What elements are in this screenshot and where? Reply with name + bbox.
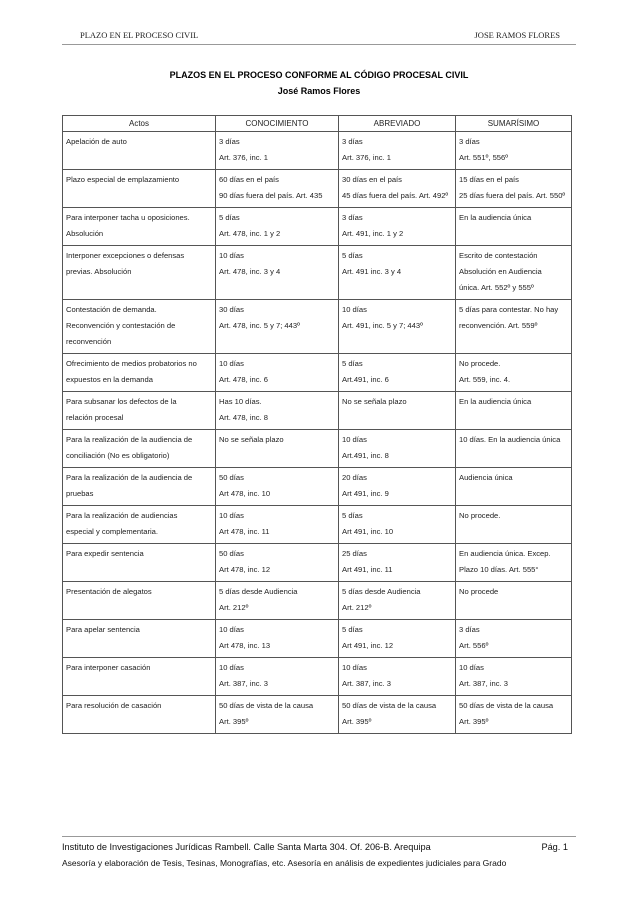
cell-acto [63,300,216,354]
header-left-text: PLAZO EN EL PROCESO CIVIL [80,30,199,40]
cell-line: Reconvención y contestación de [66,321,176,330]
cell-line: No procede. [459,359,501,368]
cell-sumarisimo [456,468,572,506]
footer-services-text: Asesoría y elaboración de Tesis, Tesinas, Monografías, etc. Asesoría en análisis de expedientes judiciales para Grado [62,858,507,868]
cell-line: 50 días de vista de la causa [219,701,314,710]
cell-line: reconvención [66,337,112,346]
cell-line: Art.491, inc. 6 [342,375,389,384]
table-row [63,582,572,620]
cell-abreviado [339,132,456,170]
table-row [63,392,572,430]
header-right-text: JOSE RAMOS FLORES [474,30,560,40]
table-header-row [63,116,572,132]
cell-line: Has 10 días. [219,397,262,406]
footer-page-number: Pág. 1 [541,842,568,852]
cell-line: Ofrecimiento de medios probatorios no [66,359,197,368]
cell-line: En la audiencia única [459,213,532,222]
cell-line: Art 478, inc. 10 [219,489,271,498]
cell-abreviado [339,544,456,582]
cell-line: Art. 376, inc. 1 [219,153,268,162]
cell-line: 10 días [342,663,367,672]
cell-abreviado [339,468,456,506]
table-row [63,544,572,582]
cell-line: 5 días [219,213,240,222]
cell-line: 20 días [342,473,367,482]
cell-line: Art. 478, inc. 6 [219,375,268,384]
table-row [63,506,572,544]
cell-sumarisimo [456,582,572,620]
cell-conocimiento [216,696,339,734]
cell-line: 15 días en el país [459,175,519,184]
cell-abreviado [339,696,456,734]
cell-line: Art 478, inc. 12 [219,565,271,574]
cell-line: Art. 212º [219,603,249,612]
cell-line: 5 días desde Audiencia [342,587,421,596]
cell-line: pruebas [66,489,94,498]
table-row [63,696,572,734]
cell-abreviado [339,208,456,246]
cell-line: 10 días [219,511,244,520]
cell-conocimiento [216,392,339,430]
cell-line: relación procesal [66,413,124,422]
cell-acto [63,468,216,506]
table-row [63,354,572,392]
cell-line: En la audiencia única [459,397,532,406]
cell-line: No se señala plazo [219,435,284,444]
cell-abreviado [339,300,456,354]
cell-line: reconvención. Art. 559º [459,321,538,330]
cell-conocimiento [216,300,339,354]
cell-line: 45 días fuera del país. Art. 492º [342,191,449,200]
cell-line: 5 días desde Audiencia [219,587,298,596]
cell-abreviado [339,354,456,392]
cell-abreviado [339,392,456,430]
column-header-actos: Actos [63,116,216,132]
cell-line: 5 días [342,251,363,260]
cell-line: Para interponer tacha u oposiciones. [66,213,190,222]
cell-conocimiento [216,468,339,506]
cell-line: 3 días [342,213,363,222]
cell-abreviado [339,170,456,208]
footer-institute [62,842,568,852]
cell-line: Art 491, inc. 12 [342,641,394,650]
table-row [63,468,572,506]
page-header [80,30,560,40]
cell-line: previas. Absolución [66,267,132,276]
cell-line: 3 días [459,137,480,146]
cell-line: Art.491, inc. 8 [342,451,389,460]
cell-sumarisimo [456,658,572,696]
cell-acto [63,208,216,246]
cell-line: 25 días fuera del país. Art. 550º [459,191,566,200]
cell-line: Art. 478, inc. 5 y 7; 443º [219,321,300,330]
cell-line: Art. 551º, 556º [459,153,509,162]
cell-line: 5 días [342,359,363,368]
cell-acto [63,620,216,658]
cell-line: 3 días [342,137,363,146]
cell-line: Absolución en Audiencia [459,267,542,276]
cell-conocimiento [216,170,339,208]
cell-conocimiento [216,246,339,300]
cell-line: 50 días de vista de la causa [459,701,554,710]
cell-sumarisimo [456,620,572,658]
cell-sumarisimo [456,170,572,208]
cell-abreviado [339,620,456,658]
table-row [63,300,572,354]
cell-line: 5 días [342,625,363,634]
cell-line: Art. 478, inc. 8 [219,413,268,422]
cell-line: Para interponer casación [66,663,151,672]
cell-line: 10 días. En la audiencia única [459,435,561,444]
cell-sumarisimo [456,506,572,544]
cell-abreviado [339,582,456,620]
footer-divider [62,836,576,837]
cell-line: conciliación (No es obligatorio) [66,451,170,460]
cell-line: Art. 387, inc. 3 [219,679,268,688]
cell-line: Para subsanar los defectos de la [66,397,177,406]
table-body [63,132,572,734]
table-row [63,208,572,246]
cell-line: 25 días [342,549,367,558]
cell-abreviado [339,430,456,468]
cell-line: Art 478, inc. 13 [219,641,271,650]
cell-acto [63,544,216,582]
cell-acto [63,430,216,468]
cell-line: Art. 491, inc. 1 y 2 [342,229,404,238]
cell-acto [63,582,216,620]
cell-line: Art. 387, inc. 3 [459,679,508,688]
cell-line: 3 días [459,625,480,634]
cell-line: Art. 212º [342,603,372,612]
cell-line: expuestos en la demanda [66,375,153,384]
cell-conocimiento [216,544,339,582]
cell-acto [63,506,216,544]
cell-conocimiento [216,582,339,620]
cell-line: Plazo 10 días. Art. 555° [459,565,539,574]
cell-acto [63,246,216,300]
cell-acto [63,392,216,430]
cell-line: Para expedir sentencia [66,549,144,558]
table-row [63,430,572,468]
column-header-abreviado: ABREVIADO [339,116,456,132]
cell-line: 50 días [219,473,244,482]
cell-line: Art. 491, inc. 5 y 7; 443º [342,321,423,330]
cell-sumarisimo [456,696,572,734]
cell-sumarisimo [456,544,572,582]
cell-line: No se señala plazo [342,397,407,406]
cell-line: 10 días [459,663,484,672]
cell-line: 10 días [219,663,244,672]
cell-line: Art. 395º [459,717,489,726]
cell-line: Para apelar sentencia [66,625,140,634]
cell-line: Art. 478, inc. 3 y 4 [219,267,281,276]
cell-abreviado [339,658,456,696]
table-row [63,170,572,208]
document-author: José Ramos Flores [277,86,361,96]
cell-acto [63,354,216,392]
cell-line: 5 días para contestar. No hay [459,305,559,314]
cell-line: Absolución [66,229,104,238]
cell-line: 50 días de vista de la causa [342,701,437,710]
cell-line: En audiencia única. Excep. [459,549,551,558]
cell-sumarisimo [456,132,572,170]
cell-line: 10 días [219,359,244,368]
header-divider [62,44,576,45]
cell-conocimiento [216,430,339,468]
cell-line: Plazo especial de emplazamiento [66,175,180,184]
column-header-conocimiento: CONOCIMIENTO [216,116,339,132]
cell-line: Para la realización de audiencias [66,511,178,520]
cell-conocimiento [216,354,339,392]
cell-acto [63,170,216,208]
cell-sumarisimo [456,430,572,468]
cell-line: Audiencia única [459,473,513,482]
table-row [63,246,572,300]
plazos-table [62,115,572,734]
cell-line: Art. 556º [459,641,489,650]
cell-line: Art 491, inc. 10 [342,527,394,536]
cell-line: Art. 559, inc. 4. [459,375,511,384]
cell-line: Art. 387, inc. 3 [342,679,391,688]
cell-conocimiento [216,132,339,170]
cell-acto [63,132,216,170]
cell-line: 10 días [342,305,367,314]
cell-line: 30 días [219,305,244,314]
cell-sumarisimo [456,392,572,430]
cell-sumarisimo [456,300,572,354]
cell-line: Para resolución de casación [66,701,162,710]
cell-line: Art. 491 inc. 3 y 4 [342,267,402,276]
cell-line: Contestación de demanda. [66,305,157,314]
column-header-sumarisimo: SUMARÍSIMO [456,116,572,132]
cell-line: No procede [459,587,499,596]
cell-conocimiento [216,620,339,658]
cell-line: única. Art. 552º y 555º [459,283,534,292]
cell-acto [63,658,216,696]
cell-line: 10 días [219,251,244,260]
cell-line: Art 491, inc. 9 [342,489,389,498]
cell-line: Presentación de alegatos [66,587,152,596]
cell-line: Para la realización de la audiencia de [66,473,193,482]
cell-line: Art. 478, inc. 1 y 2 [219,229,281,238]
cell-abreviado [339,246,456,300]
cell-line: Art 491, inc. 11 [342,565,393,574]
cell-line: Art. 395º [219,717,249,726]
cell-line: Escrito de contestación [459,251,538,260]
cell-line: Interponer excepciones o defensas [66,251,185,260]
cell-line: 60 días en el país [219,175,279,184]
cell-line: No procede. [459,511,501,520]
cell-line: 50 días [219,549,244,558]
cell-line: Art. 395º [342,717,372,726]
cell-line: 5 días [342,511,363,520]
cell-line: especial y complementaria. [66,527,159,536]
cell-line: Para la realización de la audiencia de [66,435,193,444]
table-row [63,132,572,170]
table-row [63,658,572,696]
cell-sumarisimo [456,208,572,246]
cell-line: 3 días [219,137,240,146]
cell-conocimiento [216,208,339,246]
cell-line: 30 días en el país [342,175,402,184]
document-title: PLAZOS EN EL PROCESO CONFORME AL CÓDIGO PROCESAL CIVIL [169,70,469,80]
cell-line: 10 días [342,435,367,444]
cell-sumarisimo [456,246,572,300]
cell-sumarisimo [456,354,572,392]
cell-line: 10 días [219,625,244,634]
cell-conocimiento [216,506,339,544]
cell-conocimiento [216,658,339,696]
cell-line: Art 478, inc. 11 [219,527,270,536]
table-row [63,620,572,658]
cell-acto [63,696,216,734]
cell-abreviado [339,506,456,544]
cell-line: 90 días fuera del país. Art. 435 [219,191,323,200]
footer-institute-text: Instituto de Investigaciones Jurídicas Rambell. Calle Santa Marta 304. Of. 206-B. Arequipa [62,842,431,852]
cell-line: Apelación de auto [66,137,127,146]
cell-line: Art. 376, inc. 1 [342,153,391,162]
